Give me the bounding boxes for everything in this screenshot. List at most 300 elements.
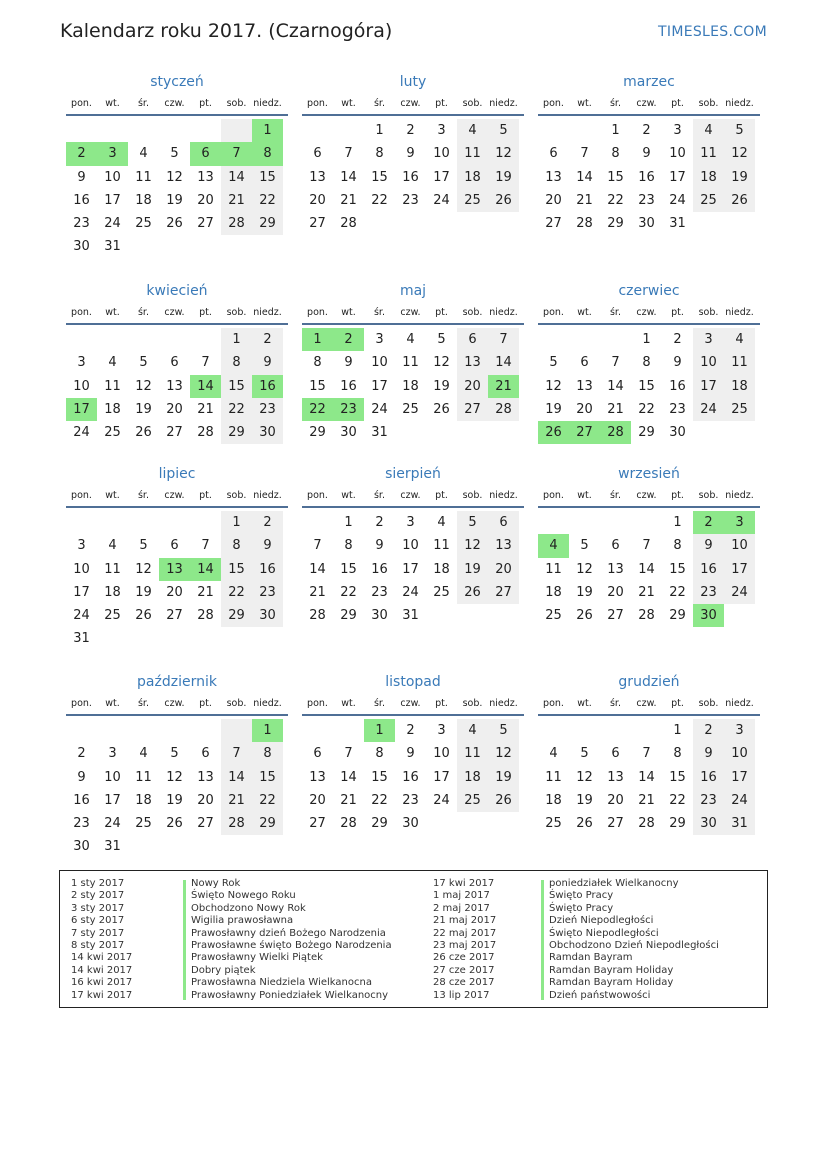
- holiday-day: 28: [600, 421, 631, 444]
- day-cell: 20: [309, 192, 326, 208]
- day-cell: 6: [313, 746, 322, 762]
- month-name: październik: [137, 674, 217, 690]
- day-cell: 28: [340, 216, 357, 232]
- day-cell: 6: [170, 538, 179, 554]
- day-cell: 27: [488, 581, 519, 604]
- day-cell: 25: [457, 189, 488, 212]
- day-cell: 15: [340, 561, 357, 577]
- day-cell: 29: [252, 212, 283, 235]
- day-cell: 9: [375, 538, 384, 554]
- day-cell: 12: [135, 561, 152, 577]
- month-block: [538, 672, 760, 835]
- day-cell: 30: [669, 425, 686, 441]
- day-cell: 18: [724, 375, 755, 398]
- day-cell: 5: [170, 146, 179, 162]
- weekday-label: niedz.: [253, 306, 282, 318]
- empty-day: [97, 719, 128, 742]
- day-cell: 3: [437, 123, 446, 138]
- day-cell: 21: [197, 401, 214, 417]
- weekday-label: sob.: [462, 697, 483, 709]
- day-cell: 16: [371, 561, 388, 577]
- day-cell: 17: [724, 766, 755, 789]
- weekday-label: pon.: [307, 489, 328, 501]
- weekday-label: śr.: [609, 97, 621, 109]
- day-cell: 12: [576, 769, 593, 785]
- day-cell: 31: [104, 239, 121, 255]
- empty-day: [128, 119, 159, 142]
- holiday-name: poniedziałek Wielkanocny: [549, 878, 679, 889]
- day-cell: 20: [607, 584, 624, 600]
- weekday-label: sob.: [698, 97, 719, 109]
- weekday-label: śr.: [137, 697, 149, 709]
- day-cell: 10: [724, 742, 755, 765]
- month-name: maj: [399, 283, 427, 299]
- day-cell: 19: [488, 166, 519, 189]
- day-cell: 24: [402, 584, 419, 600]
- holiday-name: Święto Pracy: [549, 890, 614, 902]
- day-cell: 20: [197, 792, 214, 808]
- month-block: [302, 281, 524, 444]
- day-cell: 8: [221, 351, 252, 374]
- day-cell: 13: [607, 561, 624, 577]
- day-cell: 5: [580, 538, 589, 554]
- day-cell: 21: [309, 584, 326, 600]
- day-cell: 29: [221, 421, 252, 444]
- empty-day: [159, 511, 190, 534]
- day-cell: 6: [488, 511, 519, 534]
- holiday-name: Dzień Niepodległości: [549, 915, 654, 927]
- weekday-header: [302, 692, 524, 716]
- day-cell: 19: [545, 401, 562, 417]
- weekday-label: wt.: [341, 697, 356, 709]
- empty-day: [66, 511, 97, 534]
- holiday-date: 1 sty 2017: [71, 878, 125, 889]
- day-cell: 21: [576, 192, 593, 208]
- empty-day: [190, 719, 221, 742]
- weekday-label: pt.: [671, 489, 684, 501]
- empty-day: [128, 328, 159, 351]
- empty-day: [538, 119, 569, 142]
- day-cell: 20: [545, 192, 562, 208]
- day-cell: 24: [433, 192, 450, 208]
- day-cell: 23: [693, 789, 724, 812]
- holiday-name: Prawosławny Wielki Piątek: [191, 952, 323, 964]
- weekday-label: sob.: [226, 697, 247, 709]
- holiday-date: 21 maj 2017: [433, 915, 497, 927]
- empty-day: [66, 119, 97, 142]
- day-cell: 10: [402, 538, 419, 554]
- day-cell: 5: [488, 119, 519, 142]
- day-cell: 11: [135, 169, 152, 185]
- day-cell: 3: [375, 332, 384, 347]
- day-cell: 8: [252, 742, 283, 765]
- day-cell: 6: [580, 355, 589, 371]
- weekday-label: wt.: [105, 306, 120, 318]
- day-grid: [302, 508, 524, 627]
- day-cell: 19: [457, 558, 488, 581]
- day-cell: 23: [402, 192, 419, 208]
- day-cell: 2: [375, 515, 384, 530]
- day-cell: 11: [402, 355, 419, 371]
- day-cell: 10: [669, 146, 686, 162]
- day-cell: 12: [488, 742, 519, 765]
- empty-day: [66, 328, 97, 351]
- day-cell: 9: [77, 169, 86, 185]
- day-cell: 14: [340, 169, 357, 185]
- day-cell: 24: [724, 581, 755, 604]
- holiday-day: 2: [333, 328, 364, 351]
- day-cell: 4: [139, 746, 148, 762]
- day-cell: 12: [166, 769, 183, 785]
- day-cell: 6: [170, 355, 179, 371]
- day-cell: 10: [104, 169, 121, 185]
- holiday-date: 17 kwi 2017: [433, 878, 495, 889]
- month-block: [66, 281, 288, 444]
- day-cell: 30: [73, 839, 90, 855]
- day-grid: [66, 325, 288, 444]
- day-cell: 27: [166, 425, 183, 441]
- brand-link[interactable]: TIMESLES.COM: [658, 24, 767, 40]
- day-cell: 8: [313, 355, 322, 371]
- day-cell: 21: [221, 189, 252, 212]
- holiday-date: 28 cze 2017: [433, 977, 495, 989]
- holiday-name: Prawosławny dzień Bożego Narodzenia: [191, 927, 386, 939]
- holiday-day: 27: [569, 421, 600, 444]
- holiday-name: Nowy Rok: [191, 878, 241, 889]
- day-cell: 7: [344, 146, 353, 162]
- day-cell: 8: [673, 746, 682, 762]
- day-cell: 13: [576, 378, 593, 394]
- day-cell: 4: [724, 328, 755, 351]
- day-cell: 28: [488, 398, 519, 421]
- month-block: [302, 672, 524, 835]
- day-cell: 21: [607, 401, 624, 417]
- day-cell: 24: [724, 789, 755, 812]
- weekday-label: pon.: [71, 97, 92, 109]
- weekday-label: wt.: [105, 489, 120, 501]
- day-cell: 11: [104, 561, 121, 577]
- day-cell: 5: [139, 538, 148, 554]
- day-cell: 29: [221, 604, 252, 627]
- day-cell: 27: [197, 216, 214, 232]
- month-name: sierpień: [385, 466, 441, 482]
- weekday-label: sob.: [226, 97, 247, 109]
- day-cell: 4: [139, 146, 148, 162]
- day-cell: 13: [545, 169, 562, 185]
- day-cell: 19: [576, 584, 593, 600]
- day-cell: 23: [252, 398, 283, 421]
- day-cell: 18: [104, 584, 121, 600]
- weekday-label: sob.: [698, 306, 719, 318]
- day-cell: 8: [221, 534, 252, 557]
- day-cell: 24: [73, 608, 90, 624]
- weekday-label: śr.: [609, 697, 621, 709]
- day-cell: 14: [488, 351, 519, 374]
- day-cell: 21: [340, 192, 357, 208]
- day-cell: 17: [402, 561, 419, 577]
- day-cell: 29: [669, 608, 686, 624]
- day-cell: 11: [457, 742, 488, 765]
- month-name: kwiecień: [146, 283, 208, 299]
- empty-day: [302, 511, 333, 534]
- day-cell: 14: [638, 769, 655, 785]
- day-cell: 29: [669, 816, 686, 832]
- day-cell: 8: [611, 146, 620, 162]
- day-cell: 14: [221, 166, 252, 189]
- day-cell: 3: [437, 723, 446, 738]
- day-cell: 19: [166, 192, 183, 208]
- weekday-label: czw.: [164, 489, 185, 501]
- weekday-label: wt.: [577, 97, 592, 109]
- day-cell: 7: [313, 538, 322, 554]
- day-cell: 28: [221, 812, 252, 835]
- day-cell: 23: [73, 216, 90, 232]
- weekday-label: niedz.: [489, 97, 518, 109]
- day-cell: 28: [638, 816, 655, 832]
- day-cell: 19: [724, 166, 755, 189]
- day-cell: 11: [545, 561, 562, 577]
- weekday-label: pt.: [199, 489, 212, 501]
- day-cell: 5: [139, 355, 148, 371]
- holiday-name: Prawosławna Niedziela Wielkanocna: [191, 977, 372, 989]
- holiday-date: 16 kwi 2017: [71, 977, 133, 989]
- day-cell: 29: [309, 425, 326, 441]
- day-cell: 2: [252, 511, 283, 534]
- weekday-header: [538, 692, 760, 716]
- day-cell: 30: [252, 421, 283, 444]
- day-cell: 15: [638, 378, 655, 394]
- day-cell: 17: [433, 769, 450, 785]
- day-cell: 25: [724, 398, 755, 421]
- day-cell: 4: [406, 332, 415, 347]
- day-grid: [302, 716, 524, 835]
- holiday-day: 13: [159, 558, 190, 581]
- holiday-name: Obchodzono Dzień Niepodległości: [549, 939, 719, 951]
- weekday-label: pon.: [71, 489, 92, 501]
- weekday-label: wt.: [105, 697, 120, 709]
- weekday-label: sob.: [698, 697, 719, 709]
- day-cell: 12: [135, 378, 152, 394]
- day-cell: 25: [135, 216, 152, 232]
- day-grid: [538, 716, 760, 835]
- weekday-header: [302, 484, 524, 508]
- day-cell: 15: [221, 375, 252, 398]
- holiday-day: 23: [333, 398, 364, 421]
- empty-day: [302, 119, 333, 142]
- day-cell: 13: [488, 534, 519, 557]
- weekday-label: pon.: [543, 306, 564, 318]
- day-cell: 4: [549, 746, 558, 762]
- legend-right-marker: [541, 880, 544, 1000]
- day-cell: 21: [638, 792, 655, 808]
- page-title: Kalendarz roku 2017. (Czarnogóra): [60, 20, 393, 42]
- day-cell: 11: [693, 142, 724, 165]
- day-cell: 3: [77, 355, 86, 371]
- day-cell: 11: [135, 769, 152, 785]
- day-cell: 22: [252, 189, 283, 212]
- holiday-name: Święto Nowego Roku: [191, 890, 296, 902]
- day-cell: 31: [73, 631, 90, 647]
- day-cell: 3: [77, 538, 86, 554]
- day-cell: 26: [724, 189, 755, 212]
- day-cell: 25: [433, 584, 450, 600]
- day-cell: 12: [433, 355, 450, 371]
- weekday-label: czw.: [400, 697, 421, 709]
- empty-day: [569, 328, 600, 351]
- day-cell: 8: [673, 538, 682, 554]
- empty-day: [97, 511, 128, 534]
- day-cell: 18: [104, 401, 121, 417]
- day-cell: 29: [340, 608, 357, 624]
- day-cell: 28: [197, 608, 214, 624]
- day-cell: 15: [607, 169, 624, 185]
- day-cell: 19: [166, 792, 183, 808]
- day-cell: 5: [437, 332, 446, 347]
- day-cell: 24: [104, 816, 121, 832]
- day-cell: 21: [638, 584, 655, 600]
- weekday-label: sob.: [226, 306, 247, 318]
- legend-left-marker: [183, 880, 186, 1000]
- weekday-label: niedz.: [725, 697, 754, 709]
- empty-day: [569, 511, 600, 534]
- day-cell: 25: [104, 425, 121, 441]
- weekday-label: śr.: [373, 697, 385, 709]
- holiday-date: 23 maj 2017: [433, 939, 497, 951]
- weekday-label: pt.: [435, 306, 448, 318]
- weekday-label: wt.: [105, 97, 120, 109]
- day-cell: 26: [488, 789, 519, 812]
- weekday-label: sob.: [462, 97, 483, 109]
- day-cell: 23: [638, 192, 655, 208]
- weekday-header: [66, 92, 288, 116]
- day-cell: 23: [693, 581, 724, 604]
- month-name: styczeń: [150, 74, 204, 90]
- day-cell: 26: [135, 608, 152, 624]
- day-cell: 16: [402, 769, 419, 785]
- day-cell: 15: [252, 166, 283, 189]
- holiday-date: 17 kwi 2017: [71, 989, 133, 1001]
- day-cell: 12: [545, 378, 562, 394]
- legend-left-names: [191, 878, 392, 1002]
- day-cell: 7: [642, 538, 651, 554]
- weekday-header: [66, 301, 288, 325]
- day-cell: 12: [724, 142, 755, 165]
- day-cell: 9: [406, 746, 415, 762]
- day-cell: 29: [371, 816, 388, 832]
- holiday-date: 22 maj 2017: [433, 927, 497, 939]
- month-name: grudzień: [618, 674, 680, 690]
- day-cell: 7: [201, 538, 210, 554]
- holiday-date: 14 kwi 2017: [71, 952, 133, 964]
- day-cell: 13: [457, 351, 488, 374]
- weekday-label: śr.: [137, 489, 149, 501]
- day-cell: 24: [693, 398, 724, 421]
- day-cell: 26: [166, 816, 183, 832]
- month-name: luty: [399, 74, 427, 90]
- day-cell: 1: [344, 515, 353, 530]
- weekday-label: pt.: [199, 306, 212, 318]
- day-cell: 19: [576, 792, 593, 808]
- day-cell: 9: [252, 351, 283, 374]
- empty-day: [97, 328, 128, 351]
- day-cell: 24: [104, 216, 121, 232]
- holiday-name: Ramdan Bayram: [549, 952, 633, 964]
- day-cell: 22: [607, 192, 624, 208]
- legend-left-dates: [71, 878, 132, 1002]
- weekday-label: wt.: [341, 489, 356, 501]
- empty-day: [600, 719, 631, 742]
- weekday-label: niedz.: [253, 697, 282, 709]
- day-cell: 25: [135, 816, 152, 832]
- weekday-label: śr.: [137, 97, 149, 109]
- empty-day: [302, 719, 333, 742]
- weekday-label: sob.: [462, 306, 483, 318]
- day-cell: 27: [309, 816, 326, 832]
- day-cell: 7: [201, 355, 210, 371]
- day-cell: 1: [673, 723, 682, 738]
- weekday-label: sob.: [462, 489, 483, 501]
- weekday-header: [302, 301, 524, 325]
- day-cell: 24: [433, 792, 450, 808]
- month-block: [538, 281, 760, 444]
- day-cell: 7: [611, 355, 620, 371]
- day-cell: 19: [135, 401, 152, 417]
- day-cell: 10: [724, 534, 755, 557]
- empty-day: [538, 719, 569, 742]
- month-block: [302, 72, 524, 235]
- day-cell: 27: [309, 216, 326, 232]
- holiday-day: 3: [724, 511, 755, 534]
- month-block: [66, 464, 288, 651]
- weekday-label: śr.: [137, 306, 149, 318]
- holiday-date: 3 sty 2017: [71, 902, 125, 914]
- day-cell: 25: [693, 189, 724, 212]
- day-cell: 2: [406, 723, 415, 738]
- weekday-label: czw.: [636, 697, 657, 709]
- day-cell: 17: [73, 584, 90, 600]
- day-cell: 6: [611, 538, 620, 554]
- day-cell: 8: [375, 746, 384, 762]
- day-cell: 18: [402, 378, 419, 394]
- holiday-day: 14: [190, 375, 221, 398]
- holiday-day: 17: [66, 398, 97, 421]
- day-cell: 20: [166, 401, 183, 417]
- weekday-label: śr.: [373, 489, 385, 501]
- weekday-label: niedz.: [725, 306, 754, 318]
- day-cell: 28: [197, 425, 214, 441]
- day-cell: 7: [344, 746, 353, 762]
- day-cell: 10: [693, 351, 724, 374]
- day-cell: 18: [433, 561, 450, 577]
- day-cell: 30: [638, 216, 655, 232]
- day-grid: [538, 508, 760, 627]
- day-cell: 16: [252, 558, 283, 581]
- day-cell: 25: [457, 789, 488, 812]
- day-cell: 2: [642, 123, 651, 138]
- day-cell: 9: [693, 742, 724, 765]
- weekday-label: czw.: [636, 97, 657, 109]
- day-cell: 22: [371, 192, 388, 208]
- day-cell: 1: [221, 511, 252, 534]
- holiday-date: 2 sty 2017: [71, 890, 125, 902]
- holiday-name: Prawosławny Poniedziałek Wielkanocny: [191, 989, 389, 1001]
- day-cell: 15: [309, 378, 326, 394]
- legend-right-dates: [433, 878, 496, 1002]
- day-cell: 30: [73, 239, 90, 255]
- holiday-name: Ramdan Bayram Holiday: [549, 977, 674, 989]
- day-cell: 3: [724, 719, 755, 742]
- day-cell: 12: [576, 561, 593, 577]
